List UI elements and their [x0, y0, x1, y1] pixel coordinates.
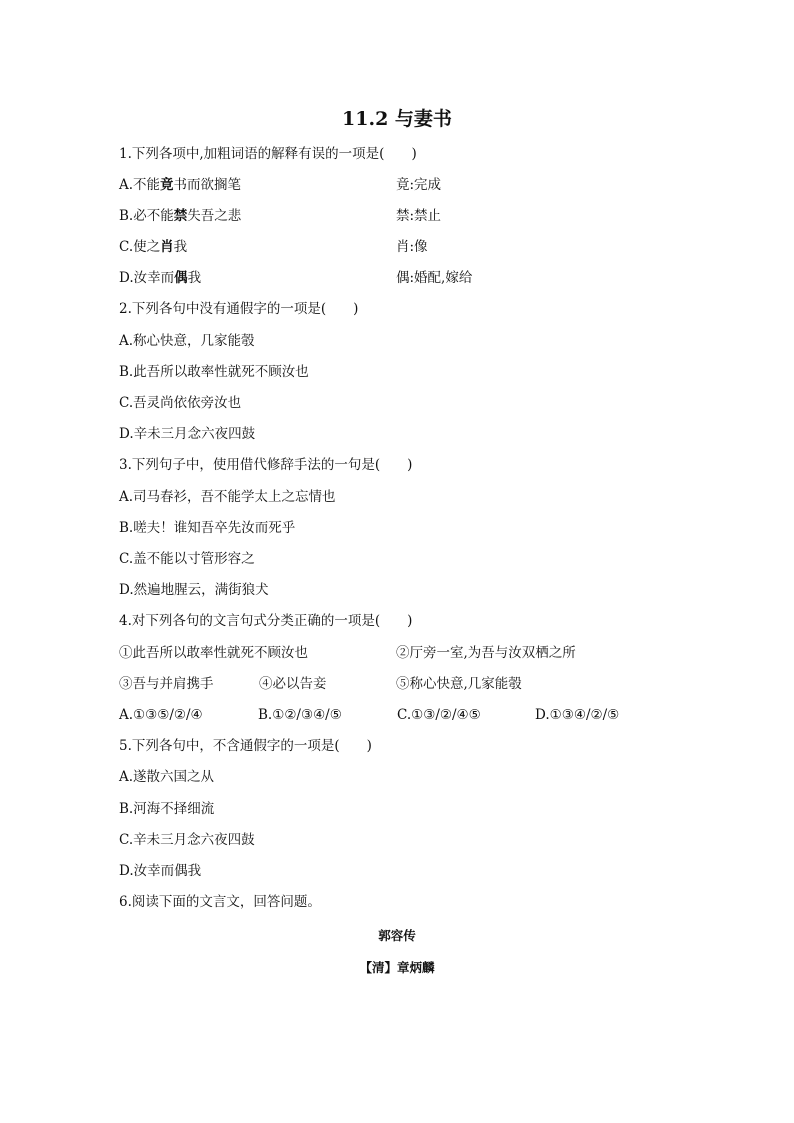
q5-option-b: B.河海不择细流 [119, 801, 215, 817]
q1-b-post: 失吾之悲 [187, 208, 242, 224]
q3-option-c: C.盖不能以寸管形容之 [119, 551, 255, 567]
q2-option-a: A.称心快意，几家能彀 [119, 333, 255, 349]
q1-option-c [119, 238, 187, 256]
q1-d-bold: 偶 [174, 270, 188, 286]
q4-item-5: ⑤称心快意,几家能彀 [396, 676, 522, 692]
q5-option-d: D.汝幸而偶我 [119, 863, 202, 879]
q2-option-b: B.此吾所以敢率性就死不顾汝也 [119, 364, 309, 380]
q1-option-d [119, 269, 201, 287]
q4-item-2: ②厅旁一室,为吾与汝双栖之所 [396, 645, 576, 661]
q6-stem: 6.阅读下面的文言文，回答问题。 [119, 894, 321, 910]
q1-d-pre: D.汝幸而 [119, 270, 175, 286]
q4-item-4: ④必以告妾 [259, 676, 327, 692]
passage-title: 郭容传 [378, 928, 416, 943]
q1-gloss-a: 竟:完成 [396, 177, 442, 193]
q4-choice-b: B.①②/③④/⑤ [258, 707, 342, 723]
q3-stem: 3.下列句子中，使用借代修辞手法的一句是( ) [119, 457, 413, 473]
q4-choice-a: A.①③⑤/②/④ [119, 707, 203, 723]
q1-gloss-d: 偶:婚配,嫁给 [396, 270, 473, 286]
q4-item-3: ③吾与并肩携手 [119, 676, 214, 692]
q3-option-b: B.嗟夫！谁知吾卒先汝而死乎 [119, 520, 296, 536]
q1-d-post: 我 [187, 270, 202, 286]
q5-option-c: C.辛未三月念六夜四鼓 [119, 832, 255, 848]
page-title: 11.2 与妻书 [342, 108, 452, 130]
q2-option-c: C.吾灵尚依依旁汝也 [119, 395, 242, 411]
q1-option-a [119, 176, 241, 194]
q1-a-post: 书而欲搁笔 [173, 177, 242, 193]
q1-b-bold: 禁 [173, 208, 188, 224]
q1-gloss-c: 肖:像 [396, 239, 428, 255]
q5-option-a: A.遂散六国之从 [119, 769, 215, 785]
q1-option-b [119, 207, 241, 225]
q1-a-bold: 竟 [160, 177, 174, 193]
q3-option-a: A.司马春衫，吾不能学太上之忘情也 [119, 489, 336, 505]
q2-option-d: D.辛未三月念六夜四鼓 [119, 426, 256, 442]
q4-item-1: ①此吾所以敢率性就死不顾汝也 [119, 645, 308, 661]
q1-a-pre: A.不能 [119, 177, 161, 193]
passage-author: 【清】章炳麟 [359, 960, 435, 975]
q1-stem: 1.下列各项中,加粗词语的解释有误的一项是( ) [119, 146, 417, 162]
q4-choice-d: D.①③④/②/⑤ [535, 707, 620, 723]
q1-b-pre: B.必不能 [119, 208, 174, 224]
q1-c-bold: 肖 [160, 239, 174, 255]
q4-stem: 4.对下列各句的文言句式分类正确的一项是( ) [119, 613, 413, 629]
q2-stem: 2.下列各句中没有通假字的一项是( ) [119, 301, 359, 317]
q1-c-post: 我 [173, 239, 188, 255]
q1-gloss-b: 禁:禁止 [396, 208, 442, 224]
q4-choice-c: C.①③/②/④⑤ [397, 707, 481, 723]
q1-c-pre: C.使之 [119, 239, 161, 255]
q5-stem: 5.下列各句中，不含通假字的一项是( ) [119, 738, 372, 754]
q3-option-d: D.然遍地腥云，满街狼犬 [119, 582, 269, 598]
